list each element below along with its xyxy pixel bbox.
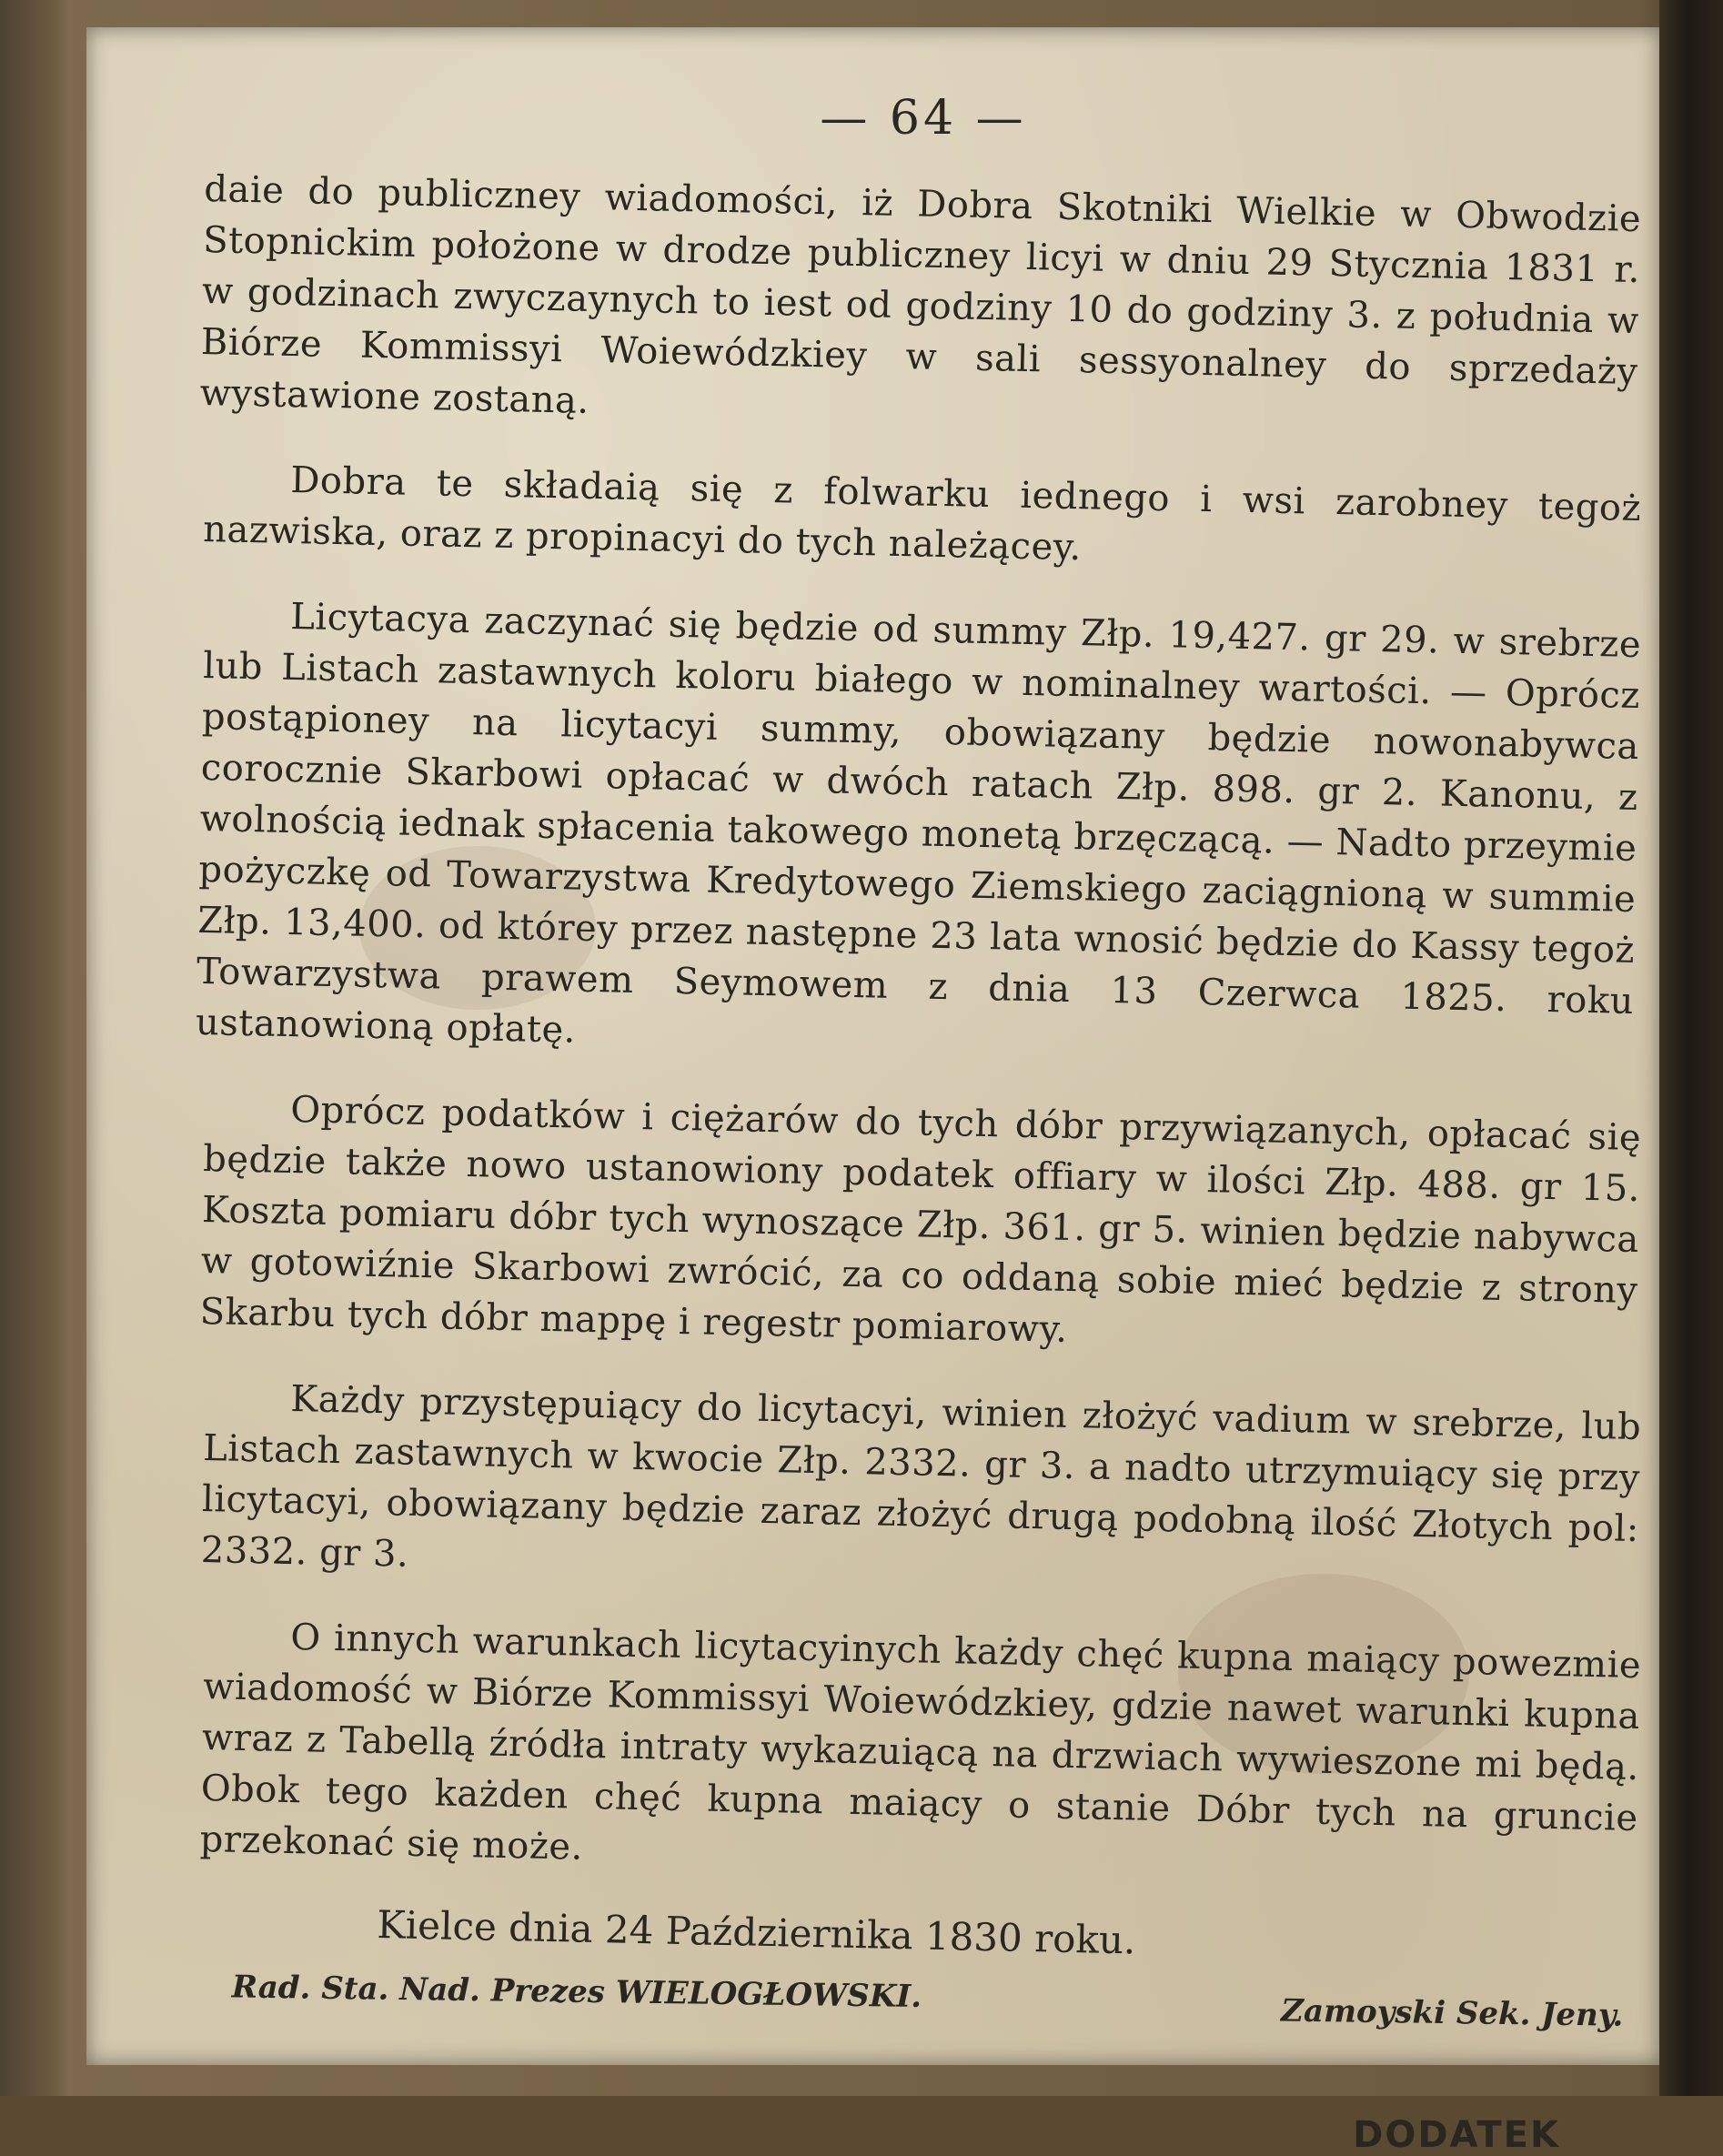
paragraph-announcement: daie do publiczney wiadomości, iż Dobra Skotniki Wielkie w Obwodzie Stopnickim położone w drodze publiczney licyi w dniu 29 Stycznia 1831 r. w godzinach zwyczaynych to iest od godziny 10 do godziny 3. z południa w Biórze Kommissyi Woiewódzkiey w sali sessyonalney do sprzedaży wystawione zostaną.	[199, 167, 1642, 422]
paragraph-taxes: Oprócz podatków i ciężarów do tych dóbr przywiązanych, opłacać się będzie także nowo ustanowiony podatek offiary w ilości Złp. 488. gr 15. Koszta pomiaru dóbr tych wynoszące Złp. 361. gr 5. winien będzie nabywca w gotowiźnie Skarbowi zwrócić, za co oddaną sobie mieć będzie z strony Skarbu tych dóbr mappę i regestr pomiarowy.	[199, 1088, 1642, 1351]
paragraph-auction-terms: Licytacya zaczynać się będzie od summy Złp. 19,427. gr 29. w srebrze lub Listach zastawnych koloru białego w nominalney wartości. — Oprócz postąpioney na licytacyi summy, obowiązany będzie nowonabywca corocznie Skarbowi opłacać w dwóch ratach Złp. 898. gr 2. Kanonu, z wolnością iednak spłacenia takowego monetą brzęczącą. — Nadto przeymie pożyczkę od Towarzystwa Kredytowego Ziemskiego zaciągnioną w summie Złp. 13,400. od którey przez następne 23 lata wnosić będzie do Kassy tegoż Towarzystwa prawem Seymowem z dnia 13 Czerwca 1825. roku ustanowioną opłatę.	[195, 595, 1642, 1052]
paragraph-other-conditions: O innych warunkach licytacyinych każdy chęć kupna maiący powezmie wiadomość w Biórze Kommissyi Woiewódzkiey, gdzie nawet warunki kupna wraz z Tabellą źródła intraty wykazuiącą na drzwiach wywieszone mi będą. Obok tego każden chęć kupna maiący o stanie Dóbr tych na gruncie przekonać się może.	[199, 1616, 1642, 1869]
document-content	[195, 91, 1642, 2156]
signatures	[204, 1969, 1642, 2052]
page-number: — 64 —	[820, 91, 1027, 146]
paper-page	[86, 27, 1660, 2156]
signature-secretary: Zamoyski Sek. Jeny.	[1280, 1992, 1624, 2034]
place-date: Kielce dnia 24 Października 1830 roku.	[376, 1901, 1136, 1963]
book-binding	[1659, 0, 1723, 2096]
paragraph-estate: Dobra te składaią się z folwarku iednego i wsi zarobney tegoż nazwiska, oraz z propinacyi do tych należącey.	[202, 458, 1642, 569]
paragraph-vadium: Każdy przystępuiący do licytacyi, winien złożyć vadium w srebrze, lub Listach zastawnych w kwocie Złp. 2332. gr 3. a nadto utrzymuiący się przy licytacyi, obowiązany będzie zaraz złożyć drugą podobną ilość Złotych pol: 2332. gr 3.	[200, 1377, 1642, 1576]
catchword-footer: DODATEK	[1353, 2114, 1560, 2156]
signature-president: Rad. Sta. Nad. Prezes WIELOGŁOWSKI.	[231, 1969, 922, 2016]
